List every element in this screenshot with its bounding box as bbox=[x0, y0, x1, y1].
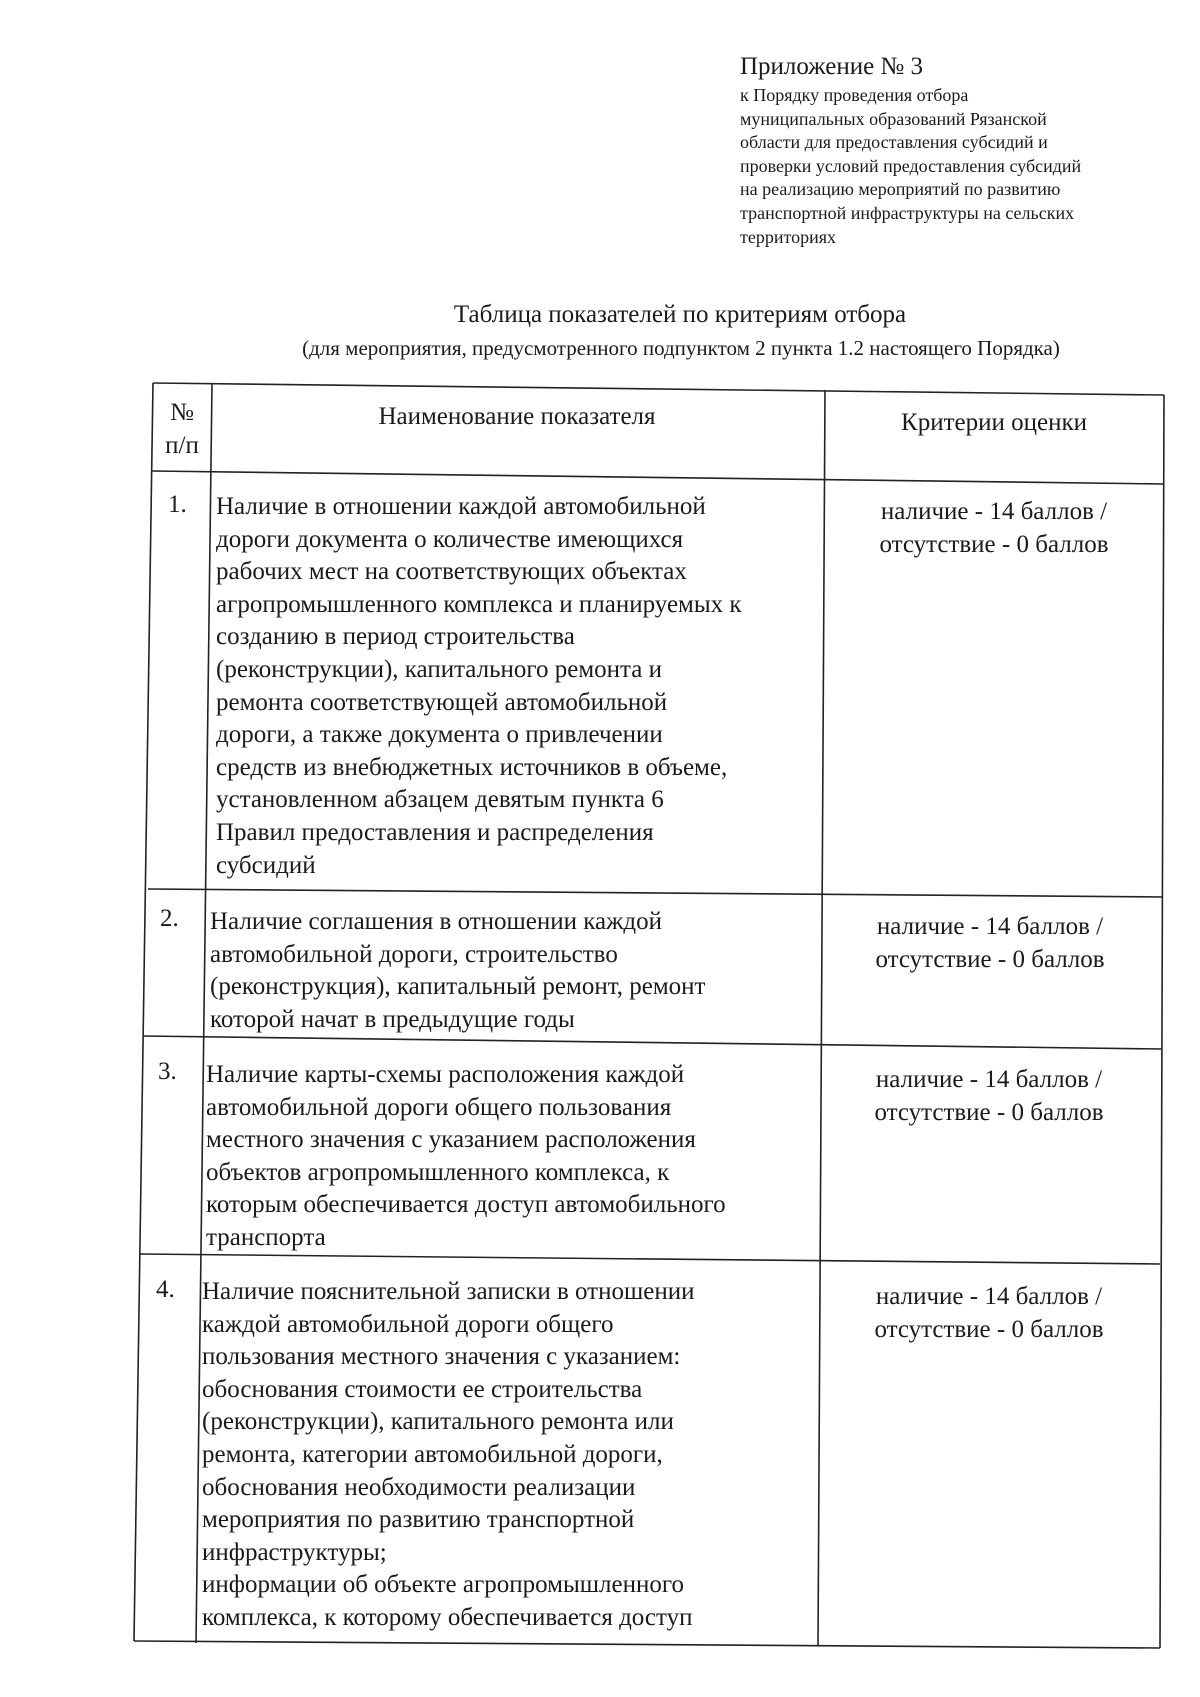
indicator-line: транспорта bbox=[206, 1223, 326, 1251]
row-criteria bbox=[820, 910, 1160, 976]
row-criteria bbox=[825, 495, 1163, 561]
header-number bbox=[152, 396, 212, 462]
row-number: 1. bbox=[168, 491, 187, 518]
indicator-line: инфраструктуры; bbox=[202, 1538, 387, 1566]
row-number: 3. bbox=[158, 1058, 177, 1085]
indicator-line: рабочих мест на соответствующих объектах bbox=[216, 558, 687, 586]
indicator-line: (реконструкции), капитального ремонта и bbox=[216, 655, 663, 683]
header-number-symbol: № bbox=[170, 399, 194, 426]
criteria-line: отсутствие - 0 баллов bbox=[874, 1099, 1104, 1126]
header-number-abbr: п/п bbox=[165, 432, 199, 459]
table-subtitle: (для мероприятия, предусмотренного подпунктом 2 пункта 1.2 настоящего Порядка) bbox=[302, 336, 1060, 360]
indicator-line: ремонта, категории автомобильной дороги, bbox=[202, 1440, 663, 1468]
indicator-line: Наличие карты-схемы расположения каждой bbox=[206, 1061, 685, 1088]
appendix-line: муниципальных образований Рязанской bbox=[740, 108, 1047, 129]
criteria-line: отсутствие - 0 баллов bbox=[874, 1316, 1104, 1343]
appendix-line: территориях bbox=[740, 226, 837, 247]
indicator-line: ремонта соответствующей автомобильной bbox=[216, 688, 668, 716]
indicator-line: Наличие соглашения в отношении каждой bbox=[210, 908, 663, 935]
indicator-line: Наличие в отношении каждой автомобильной bbox=[216, 493, 706, 520]
indicator-line: пользования местного значения с указанием: bbox=[202, 1343, 681, 1371]
indicator-line: Правил предоставления и распределения bbox=[216, 818, 654, 846]
appendix-title: Приложение № 3 bbox=[740, 53, 924, 80]
indicator-line: автомобильной дороги, строительство bbox=[210, 940, 618, 968]
indicator-line: информации об объекте агропромышленного bbox=[202, 1571, 684, 1599]
criteria-line: наличие - 14 баллов / bbox=[875, 1283, 1103, 1310]
header-criteria: Критерии оценки bbox=[901, 409, 1087, 436]
row-indicator-name bbox=[206, 1059, 726, 1255]
indicator-line: созданию в период строительства bbox=[216, 623, 575, 651]
indicator-line: Наличие пояснительной записки в отношении bbox=[202, 1278, 695, 1305]
appendix-line: проверки условий предоставления субсидий bbox=[740, 155, 1082, 176]
indicator-line: мероприятия по развитию транспортной bbox=[202, 1506, 635, 1534]
indicator-line: (реконструкция), капитальный ремонт, ремонт bbox=[210, 973, 706, 1001]
criteria-line: наличие - 14 баллов / bbox=[876, 913, 1104, 940]
row-criteria bbox=[818, 1280, 1160, 1346]
indicator-line: которым обеспечивается доступ автомобильного bbox=[206, 1191, 726, 1219]
appendix-line: к Порядку проведения отбора bbox=[740, 85, 969, 105]
indicator-line: средств из внебюджетных источников в объеме, bbox=[216, 753, 728, 781]
indicator-line: местного значения с указанием расположения bbox=[206, 1126, 696, 1154]
row-number: 2. bbox=[160, 905, 179, 932]
indicator-line: обоснования стоимости ее строительства bbox=[202, 1375, 643, 1403]
indicator-line: субсидий bbox=[216, 851, 316, 879]
appendix-line: транспортной инфраструктуры на сельских bbox=[740, 202, 1075, 223]
table-title: Таблица показателей по критериям отбора bbox=[453, 301, 907, 328]
header-name: Наименование показателя bbox=[378, 403, 656, 430]
criteria-line: наличие - 14 баллов / bbox=[875, 1066, 1103, 1093]
indicator-line: установленном абзацем девятым пункта 6 bbox=[216, 786, 664, 814]
row-indicator-name bbox=[202, 1276, 694, 1635]
appendix-line: на реализацию мероприятий по развитию bbox=[740, 179, 1061, 200]
appendix-line: области для предоставления субсидий и bbox=[740, 132, 1048, 153]
criteria-line: отсутствие - 0 баллов bbox=[875, 946, 1105, 973]
criteria-line: отсутствие - 0 баллов bbox=[879, 531, 1109, 558]
row-number: 4. bbox=[156, 1276, 175, 1303]
indicator-line: дороги, а также документа о привлечении bbox=[216, 721, 663, 749]
indicator-line: автомобильной дороги общего пользования bbox=[206, 1093, 672, 1121]
row-indicator-name bbox=[216, 491, 742, 882]
criteria-line: наличие - 14 баллов / bbox=[880, 498, 1108, 525]
indicator-line: агропромышленного комплекса и планируемых к bbox=[216, 590, 742, 618]
row-criteria bbox=[818, 1063, 1160, 1129]
indicator-line: (реконструкции), капитального ремонта или bbox=[202, 1408, 674, 1436]
indicator-line: объектов агропромышленного комплекса, к bbox=[206, 1158, 670, 1186]
indicator-line: которой начат в предыдущие годы bbox=[210, 1005, 575, 1033]
indicator-line: обоснования необходимости реализации bbox=[202, 1473, 636, 1501]
indicator-line: комплекса, к которому обеспечивается доступ bbox=[202, 1603, 693, 1631]
row-indicator-name bbox=[210, 906, 705, 1036]
indicator-line: дороги документа о количестве имеющихся bbox=[216, 525, 684, 553]
indicator-line: каждой автомобильной дороги общего bbox=[202, 1310, 614, 1338]
